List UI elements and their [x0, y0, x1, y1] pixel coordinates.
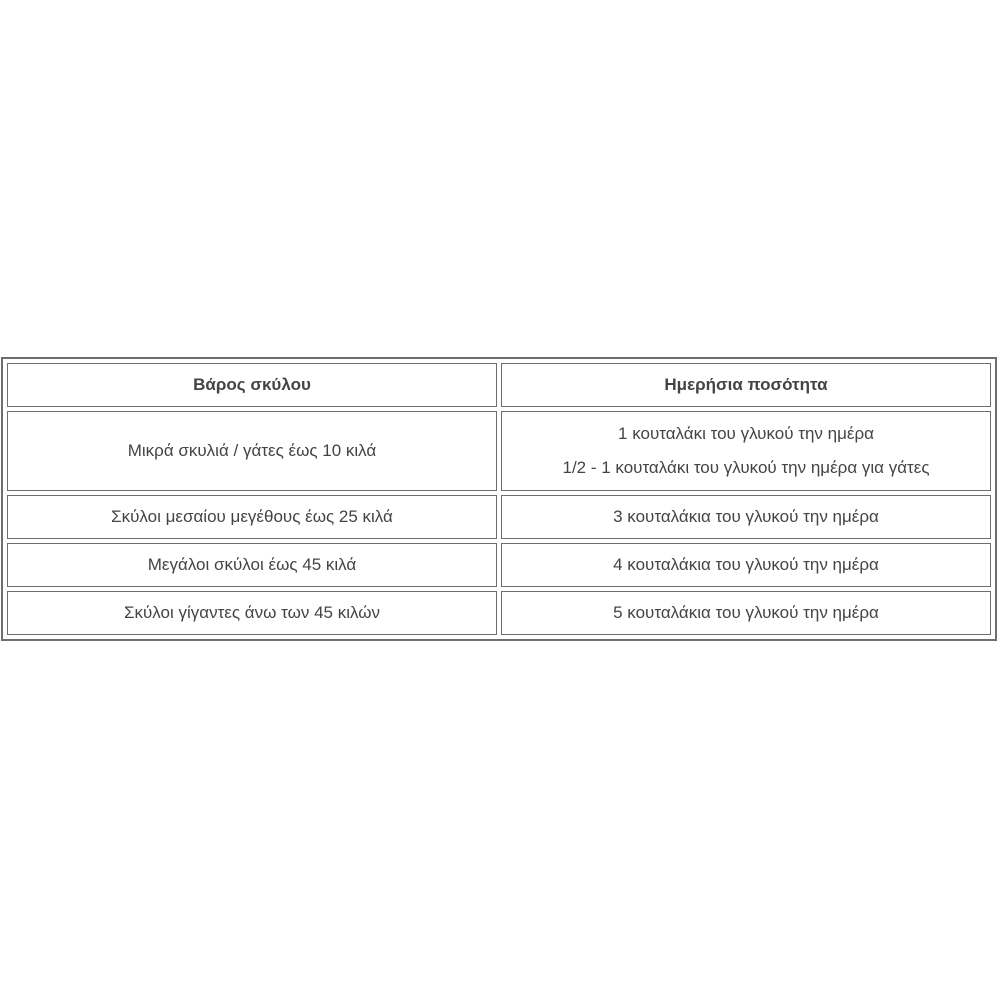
header-dog-weight: Βάρος σκύλου — [7, 363, 497, 407]
amount-line: 1 κουταλάκι του γλυκού την ημέρα — [618, 424, 874, 443]
cell-weight: Μικρά σκυλιά / γάτες έως 10 κιλά — [7, 411, 497, 491]
table-row — [7, 591, 991, 635]
table-row — [7, 411, 991, 491]
header-daily-amount: Ημερήσια ποσότητα — [501, 363, 991, 407]
dosage-table-container — [1, 357, 997, 641]
cell-amount: 4 κουταλάκια του γλυκού την ημέρα — [501, 543, 991, 587]
cell-amount: 5 κουταλάκια του γλυκού την ημέρα — [501, 591, 991, 635]
cell-amount — [501, 411, 991, 491]
dosage-table — [3, 359, 995, 639]
amount-line: 1/2 - 1 κουταλάκι του γλυκού την ημέρα για γάτες — [562, 458, 930, 477]
cell-weight: Σκύλοι μεσαίου μεγέθους έως 25 κιλά — [7, 495, 497, 539]
table-row — [7, 495, 991, 539]
cell-weight: Σκύλοι γίγαντες άνω των 45 κιλών — [7, 591, 497, 635]
table-header-row — [7, 363, 991, 407]
cell-amount: 3 κουταλάκια του γλυκού την ημέρα — [501, 495, 991, 539]
cell-weight: Μεγάλοι σκύλοι έως 45 κιλά — [7, 543, 497, 587]
table-row — [7, 543, 991, 587]
